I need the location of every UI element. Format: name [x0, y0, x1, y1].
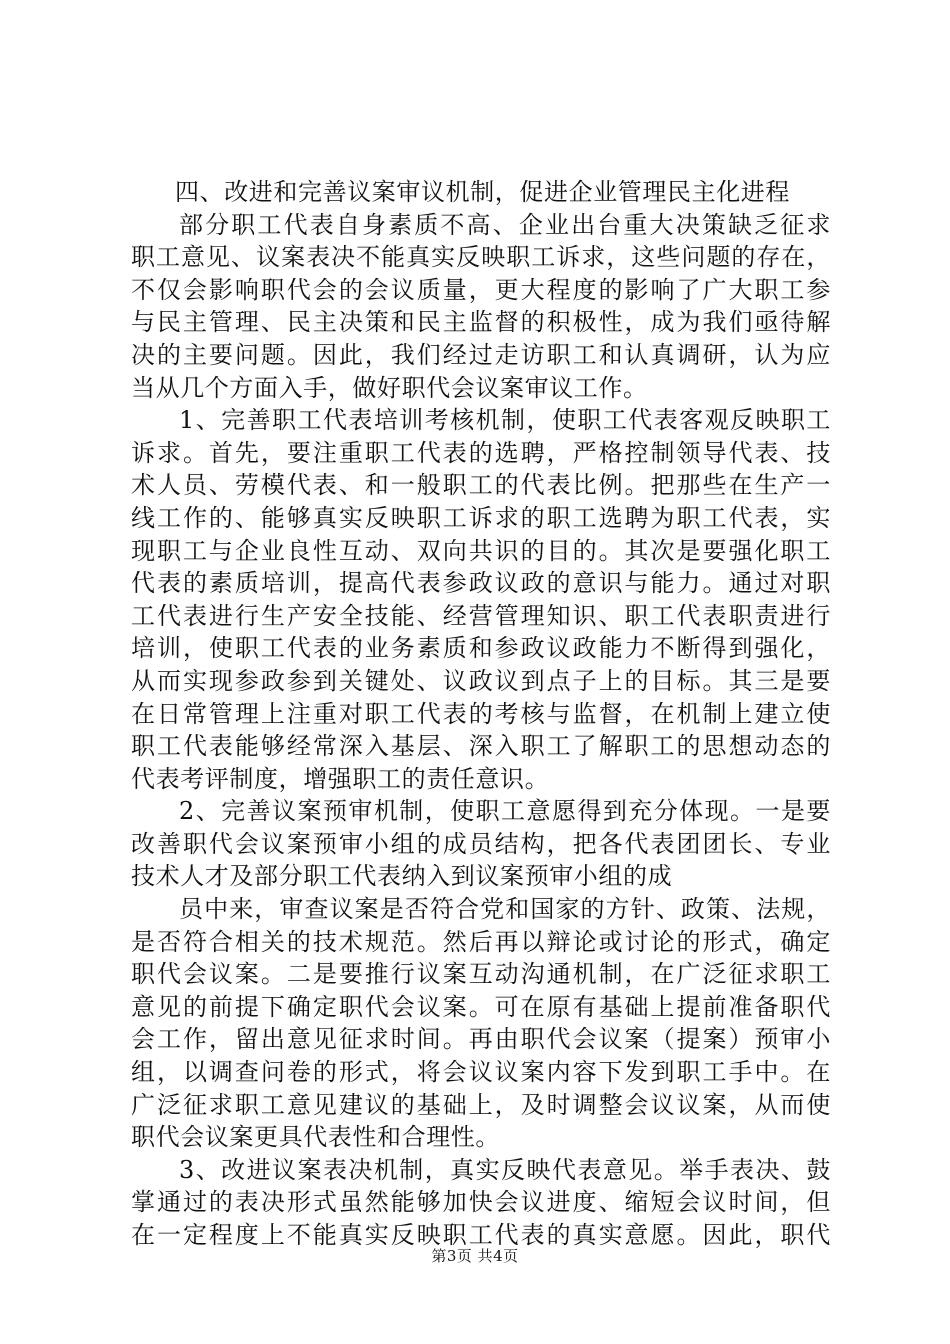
- page-footer: 第3页 共4页: [431, 1247, 519, 1265]
- text-line: 培训，使职工代表的业务素质和参政议政能力不断得到强化，: [131, 634, 831, 663]
- text-line: 术人员、劳模代表、和一般职工的代表比例。把那些在生产一: [131, 471, 831, 500]
- text-line: 1、完善职工代表培训考核机制，使职工代表客观反映职工: [179, 406, 831, 435]
- text-line: 代表考评制度，增强职工的责任意识。: [131, 764, 550, 793]
- text-line: 当从几个方面入手，做好职代会议案审议工作。: [131, 373, 648, 402]
- text-line: 员中来，审查议案是否符合党和国家的方针、政策、法规，: [179, 895, 831, 924]
- text-line: 职代会议案。二是要推行议案互动沟通机制，在广泛征求职工: [131, 960, 831, 989]
- text-line: 在日常管理上注重对职工代表的考核与监督，在机制上建立使: [131, 699, 831, 728]
- text-line: 线工作的、能够真实反映职工诉求的职工选聘为职工代表，实: [131, 503, 831, 532]
- text-line: 诉求。首先，要注重职工代表的选聘，严格控制领导代表、技: [131, 438, 831, 467]
- document-body: [131, 176, 831, 1252]
- text-line: 现职工与企业良性互动、双向共识的目的。其次是要强化职工: [131, 536, 831, 565]
- text-line: 职代会议案更具代表性和合理性。: [131, 1123, 500, 1152]
- text-line: 代表的素质培训，提高代表参政议政的意识与能力。通过对职: [131, 569, 831, 598]
- text-line: 意见的前提下确定职代会议案。可在原有基础上提前准备职代: [131, 992, 831, 1021]
- text-line: 工代表进行生产安全技能、经营管理知识、职工代表职责进行: [131, 601, 831, 630]
- text-line: 改善职代会议案预审小组的成员结构，把各代表团团长、专业: [131, 829, 831, 858]
- text-line: 决的主要问题。因此，我们经过走访职工和认真调研，认为应: [131, 340, 831, 369]
- text-line: 职工意见、议案表决不能真实反映职工诉求，这些问题的存在，: [131, 243, 831, 272]
- text-line: 从而实现参政参到关键处、议政议到点子上的目标。其三是要: [131, 666, 831, 695]
- text-line: 技术人才及部分职工代表纳入到议案预审小组的成: [131, 862, 673, 891]
- text-line: 与民主管理、民主决策和民主监督的积极性，成为我们亟待解: [131, 308, 831, 337]
- text-line: 组，以调查问卷的形式，将会议议案内容下发到职工手中。在: [131, 1058, 831, 1087]
- text-line: 四、改进和完善议案审议机制，促进企业管理民主化进程: [175, 178, 790, 206]
- text-line: 部分职工代表自身素质不高、企业出台重大决策缺乏征求: [179, 210, 831, 239]
- text-line: 广泛征求职工意见建议的基础上，及时调整会议议案，从而使: [131, 1090, 831, 1119]
- text-line: 3、改进议案表决机制，真实反映代表意见。举手表决、鼓: [179, 1155, 831, 1184]
- text-line: 在一定程度上不能真实反映职工代表的真实意愿。因此，职代: [131, 1221, 831, 1249]
- text-line: 会工作，留出意见征求时间。再由职代会议案（提案）预审小: [131, 1025, 831, 1054]
- text-line: 不仅会影响职代会的会议质量，更大程度的影响了广大职工参: [131, 275, 831, 304]
- text-line: 掌通过的表决形式虽然能够加快会议进度、缩短会议时间，但: [131, 1188, 831, 1217]
- text-line: 2、完善议案预审机制，使职工意愿得到充分体现。一是要: [179, 797, 831, 826]
- text-line: 职工代表能够经常深入基层、深入职工了解职工的思想动态的: [131, 732, 831, 761]
- text-line: 是否符合相关的技术规范。然后再以辩论或讨论的形式，确定: [131, 927, 831, 956]
